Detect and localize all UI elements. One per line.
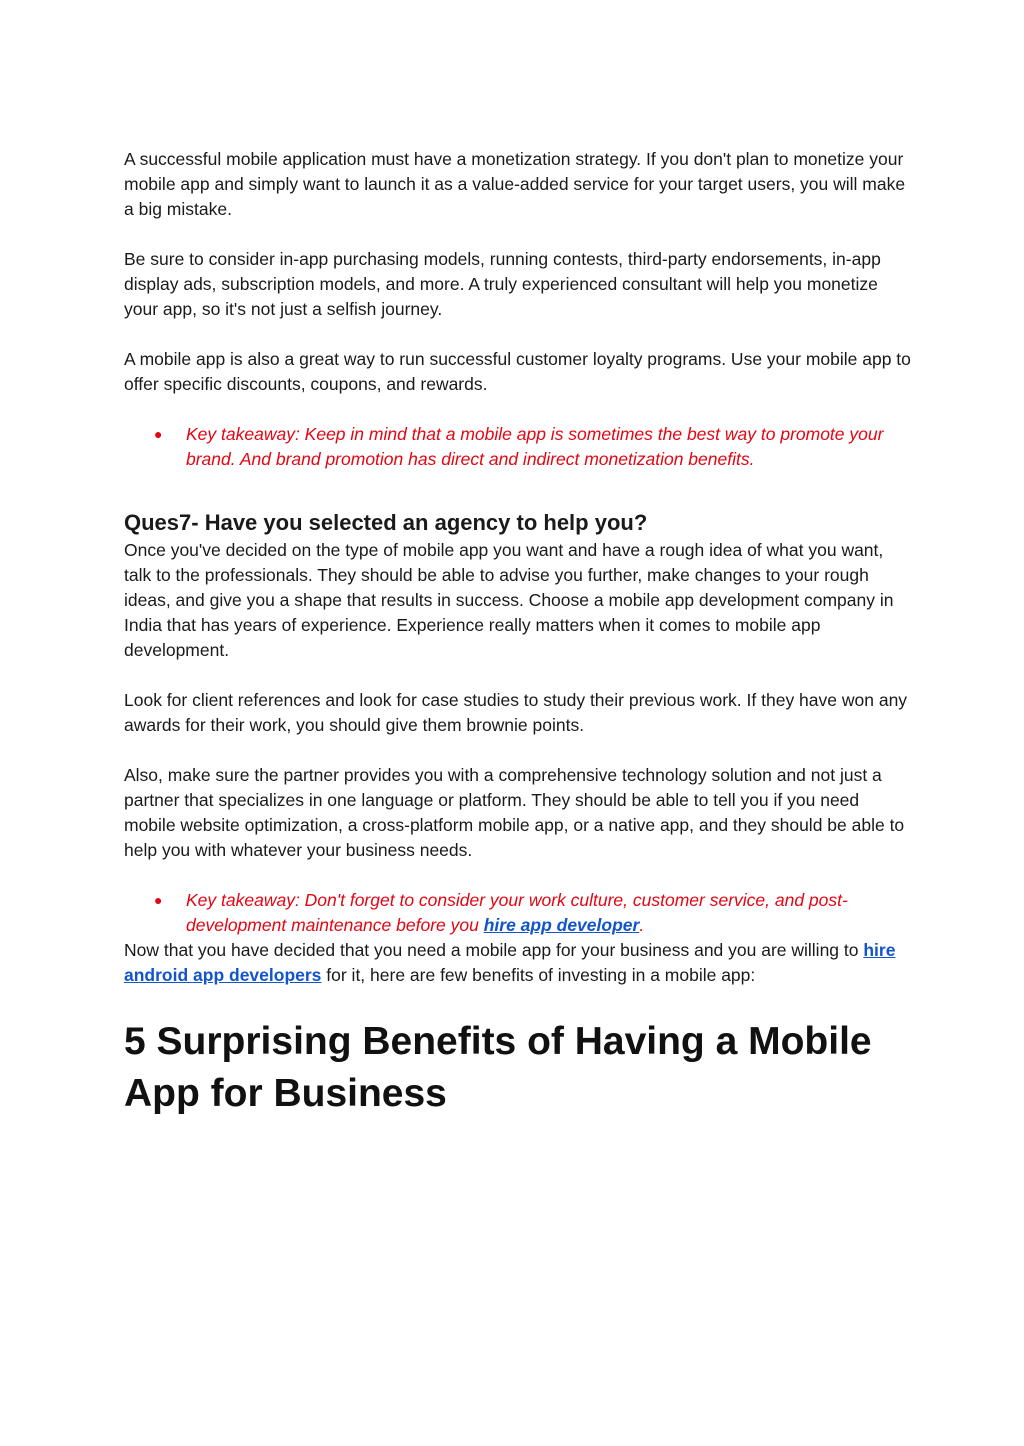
paragraph-monetization-models: Be sure to consider in-app purchasing models, running contests, third-party endorsements, in-app display ads, subscription models, and more. A truly experienced consultant will help you monetize your app, so it's not just a selfish journey. (124, 249, 881, 319)
bullet-icon: ● (154, 426, 163, 442)
document-body (124, 147, 914, 1120)
question-heading: Ques7- Have you selected an agency to help you? (124, 510, 648, 535)
main-heading: 5 Surprising Benefits of Having a Mobile App for Business (124, 1020, 872, 1115)
key-takeaway-2-text-after: . (639, 915, 645, 935)
hire-android-app-developers-link[interactable]: hire android app developers (124, 940, 896, 985)
paragraph-technology-partner: Also, make sure the partner provides you with a comprehensive technology solution and not just a partner that specializes in one language or platform. They should be able to tell you if you need mobile website optimization, a cross-platform mobile app, or a native app, and they should be able to help you with whatever your business needs. (124, 765, 905, 860)
paragraph-loyalty-programs: A mobile app is also a great way to run successful customer loyalty programs. Use your mobile app to offer specific discounts, coupons, and rewards. (124, 349, 911, 394)
takeaway-list-2 (124, 888, 914, 938)
key-takeaway-2 (124, 888, 914, 938)
paragraph-client-references: Look for client references and look for case studies to study their previous work. If they have won any awards for their work, you should give them brownie points. (124, 690, 908, 735)
key-takeaway-2-text-before: Key takeaway: Don't forget to consider your work culture, customer service, and post-development maintenance before you (186, 890, 848, 935)
paragraph-closing (124, 938, 914, 988)
paragraph-choose-agency: Once you've decided on the type of mobile app you want and have a rough idea of what you want, talk to the professionals. They should be able to advise you further, make changes to your rough ideas, and give you a shape that results in success. Choose a mobile app development company in India that has years of experience. Experience really matters when it comes to mobile app development. (124, 540, 894, 660)
key-takeaway-1 (124, 422, 914, 472)
key-takeaway-1-text: Key takeaway: Keep in mind that a mobile app is sometimes the best way to promote your brand. And brand promotion has direct and indirect monetization benefits. (186, 424, 884, 469)
closing-text-after: for it, here are few benefits of investing in a mobile app: (321, 965, 756, 985)
takeaway-list-1 (124, 422, 914, 472)
paragraph-monetization-strategy: A successful mobile application must have a monetization strategy. If you don't plan to monetize your mobile app and simply want to launch it as a value-added service for your target users, you will make a big mistake. (124, 149, 906, 219)
hire-app-developer-link[interactable]: hire app developer (483, 915, 640, 935)
closing-text-before: Now that you have decided that you need a mobile app for your business and you are willing to (124, 940, 864, 960)
bullet-icon: ● (154, 892, 163, 908)
